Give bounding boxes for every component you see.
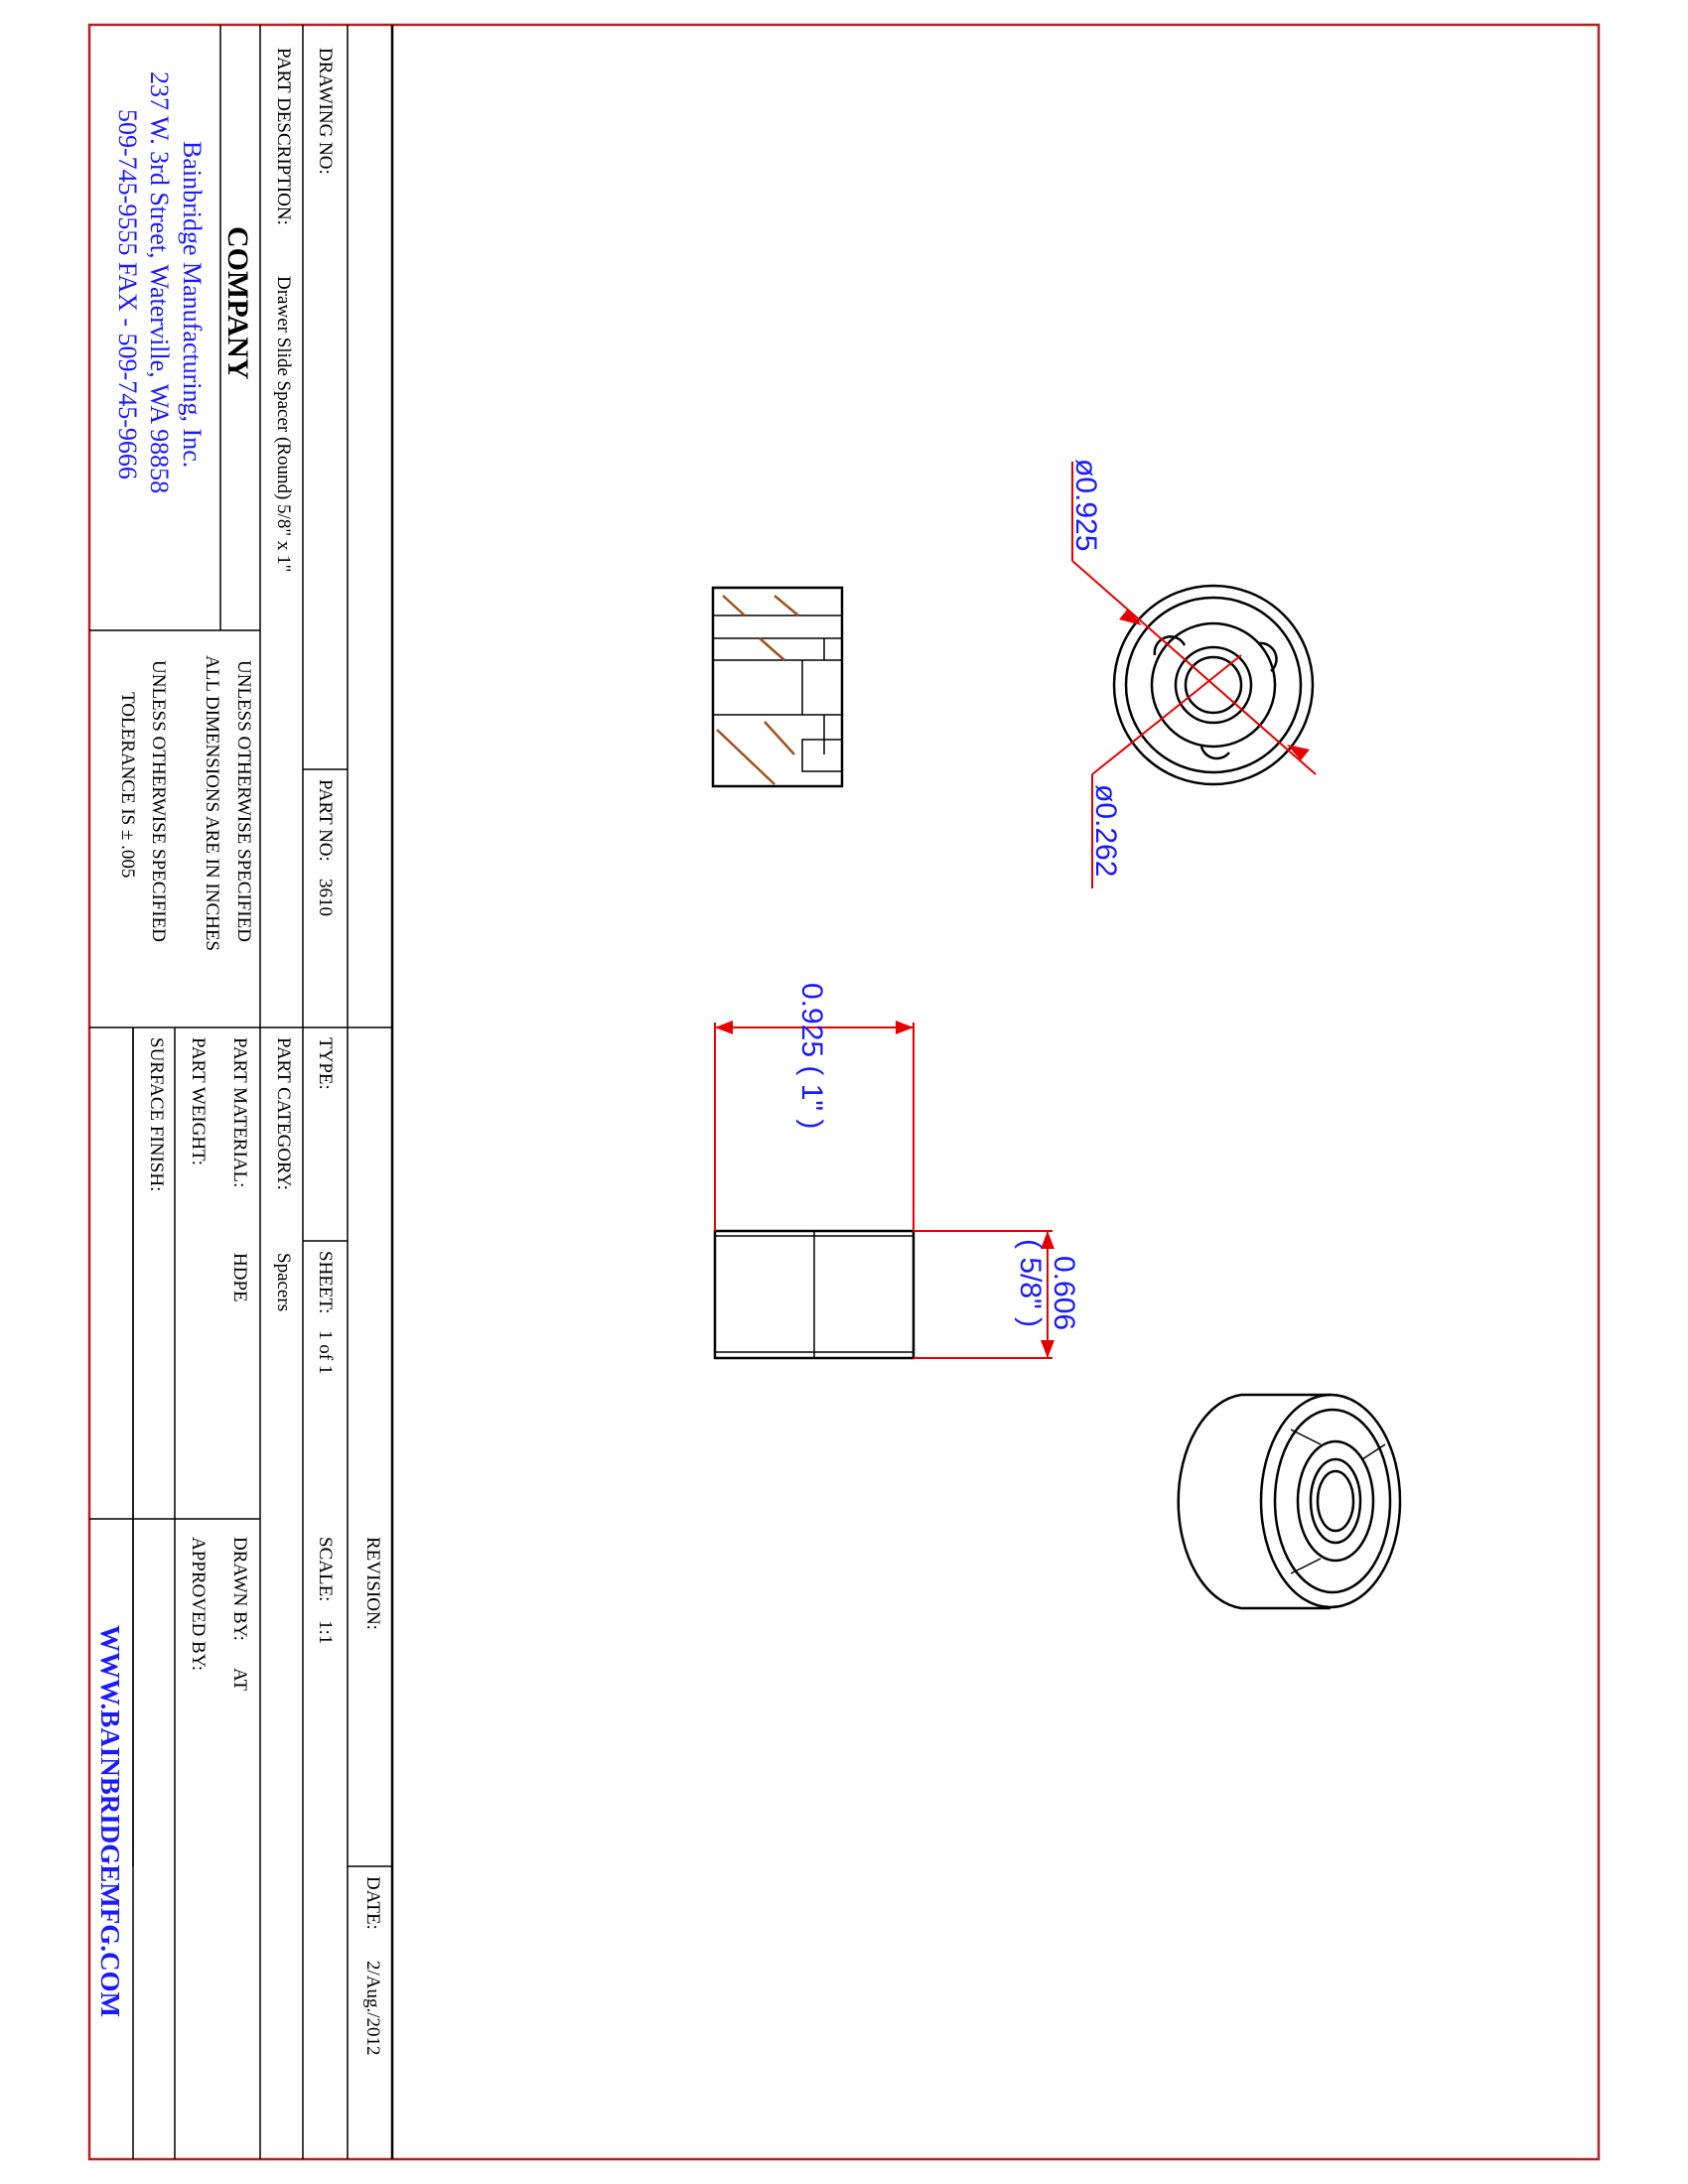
part-description-value: Drawer Slide Spacer (Round) 5/8" x 1" <box>273 276 294 573</box>
part-material-label: PART MATERIAL: <box>229 1037 250 1188</box>
arrow-head <box>1041 1340 1055 1358</box>
sheet-border <box>89 25 1599 2159</box>
date-value: 2/Aug./2012 <box>362 1961 383 2056</box>
dim-height: 0.606 <box>1048 1256 1080 1331</box>
sheet-label: SHEET: <box>315 1251 336 1314</box>
website-link[interactable]: WWW.BAINBRIDGEMFG.COM <box>95 1625 125 2018</box>
note-dimensions-inches: ALL DIMENSIONS ARE IN INCHES <box>202 655 222 952</box>
scale-label: SCALE: <box>315 1537 336 1602</box>
part-description-label: PART DESCRIPTION: <box>273 48 294 225</box>
dim-outer-diameter: ø0.925 <box>1069 459 1102 552</box>
dim-hole-diameter: ø0.262 <box>1089 784 1122 878</box>
part-no-label: PART NO: <box>315 779 336 862</box>
title-block <box>89 25 392 2159</box>
company-name: Bainbridge Manufacturing, Inc. <box>178 141 207 469</box>
part-weight-label: PART WEIGHT: <box>188 1037 209 1165</box>
arrow-head <box>896 1021 914 1034</box>
note-unless-1: UNLESS OTHERWISE SPECIFIED <box>233 660 254 942</box>
isometric-view <box>1179 1395 1400 1608</box>
approved-by-label: APPROVED BY: <box>188 1537 209 1671</box>
dim-height-nominal: ( 5/8" ) <box>1014 1239 1047 1328</box>
arrow-head <box>715 1021 733 1034</box>
note-tolerance: TOLERANCE IS ± .005 <box>117 692 138 879</box>
surface-finish-label: SURFACE FINISH: <box>146 1037 167 1192</box>
company-phone: 509-745-9555 FAX - 509-745-9666 <box>113 109 142 479</box>
drawn-by-value: AT <box>229 1668 250 1692</box>
part-category-value: Spacers <box>273 1253 294 1312</box>
type-label: TYPE: <box>315 1037 336 1090</box>
scale-value: 1:1 <box>315 1620 336 1645</box>
end-view <box>1069 459 1316 888</box>
sheet-value: 1 of 1 <box>315 1330 336 1375</box>
company-heading: COMPANY <box>221 226 254 380</box>
section-view <box>713 588 842 786</box>
part-material-value: HDPE <box>229 1253 250 1302</box>
part-no-value: 3610 <box>315 879 336 916</box>
dim-length: 0.925 ( 1" ) <box>795 983 828 1130</box>
date-label: DATE: <box>362 1876 383 1930</box>
revision-label: REVISION: <box>362 1537 383 1630</box>
drawing-no-label: DRAWING NO: <box>315 48 336 175</box>
side-view <box>715 983 1080 1358</box>
drawn-by-label: DRAWN BY: <box>229 1537 250 1641</box>
company-address: 237 W. 3rd Street, Waterville, WA 98858 <box>145 71 174 494</box>
part-category-label: PART CATEGORY: <box>273 1037 294 1190</box>
note-unless-2: UNLESS OTHERWISE SPECIFIED <box>148 660 169 942</box>
